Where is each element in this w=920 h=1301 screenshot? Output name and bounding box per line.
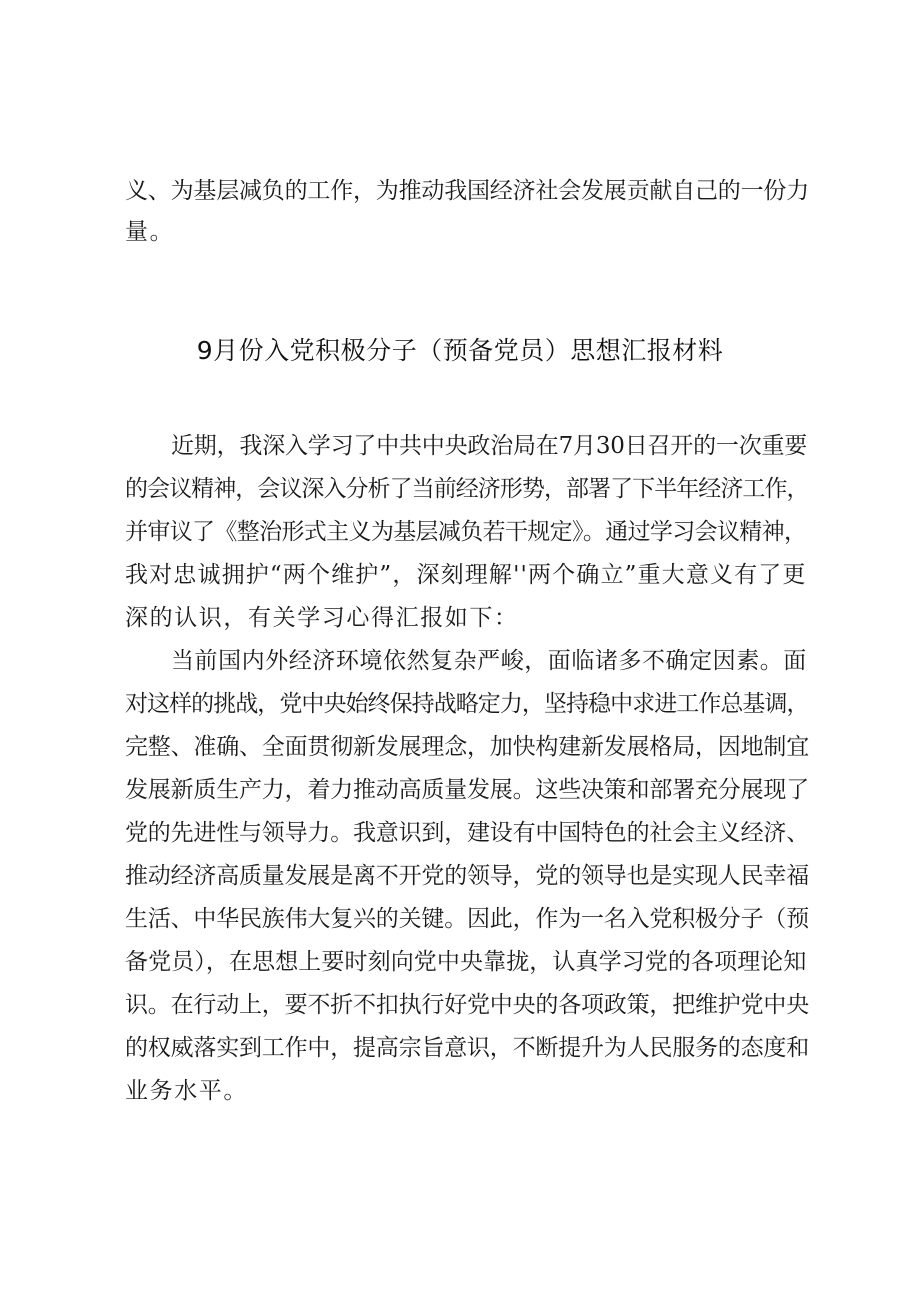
paragraph2-line-7: 生活、中华民族伟大复兴的关键。因此，作为一名入党积极分子（预 — [125, 906, 810, 932]
paragraph2-line-3: 完整、准确、全面贯彻新发展理念，加快构建新发展格局，因地制宜 — [125, 734, 810, 760]
paragraph1-line-2: 的会议精神，会议深入分析了当前经济形势，部署了下半年经济工作， — [125, 476, 809, 502]
paragraph1-line-4: 我对忠诚拥护“两个维护”，深刻理解''两个确立”重大意义有了更 — [125, 562, 807, 588]
paragraph2-line-6: 推动经济高质量发展是离不开党的领导，党的领导也是实现人民幸福 — [125, 863, 810, 889]
paragraph1-line-1: 近期，我深入学习了中共中央政治局在7月30日召开的一次重要 — [171, 433, 808, 459]
paragraph2-line-9: 识。在行动上，要不折不扣执行好党中央的各项政策，把维护党中央 — [125, 992, 810, 1018]
paragraph1-line-3: 并审议了《整治形式主义为基层减负若干规定》。通过学习会议精神， — [125, 519, 807, 545]
paragraph2-line-8: 备党员），在思想上要时刻向党中央靠拢，认真学习党的各项理论知 — [125, 949, 807, 975]
paragraph2-line-1: 当前国内外经济环境依然复杂严峻，面临诸多不确定因素。面 — [171, 648, 807, 674]
paragraph2-line-5: 党的先进性与领导力。我意识到，建设有中国特色的社会主义经济、 — [125, 820, 810, 846]
document-title: 9月份入党积极分子（预备党员）思想汇报材料 — [196, 336, 724, 365]
paragraph2-line-11: 业务水平。 — [125, 1078, 248, 1104]
paragraph2-line-4: 发展新质生产力，着力推动高质量发展。这些决策和部署充分展现了 — [125, 777, 810, 803]
paragraph2-line-10: 的权威落实到工作中，提高宗旨意识，不断提升为人民服务的态度和 — [125, 1035, 810, 1061]
paragraph2-line-2: 对这样的挑战，党中央始终保持战略定力，坚持稳中求进工作总基调， — [125, 691, 809, 717]
continuation-line-2: 量。 — [125, 219, 175, 245]
continuation-line-1: 义、为基层减负的工作，为推动我国经济社会发展贡献自己的一份力 — [125, 178, 810, 204]
paragraph1-line-5: 深的认识，有关学习心得汇报如下： — [125, 605, 519, 631]
